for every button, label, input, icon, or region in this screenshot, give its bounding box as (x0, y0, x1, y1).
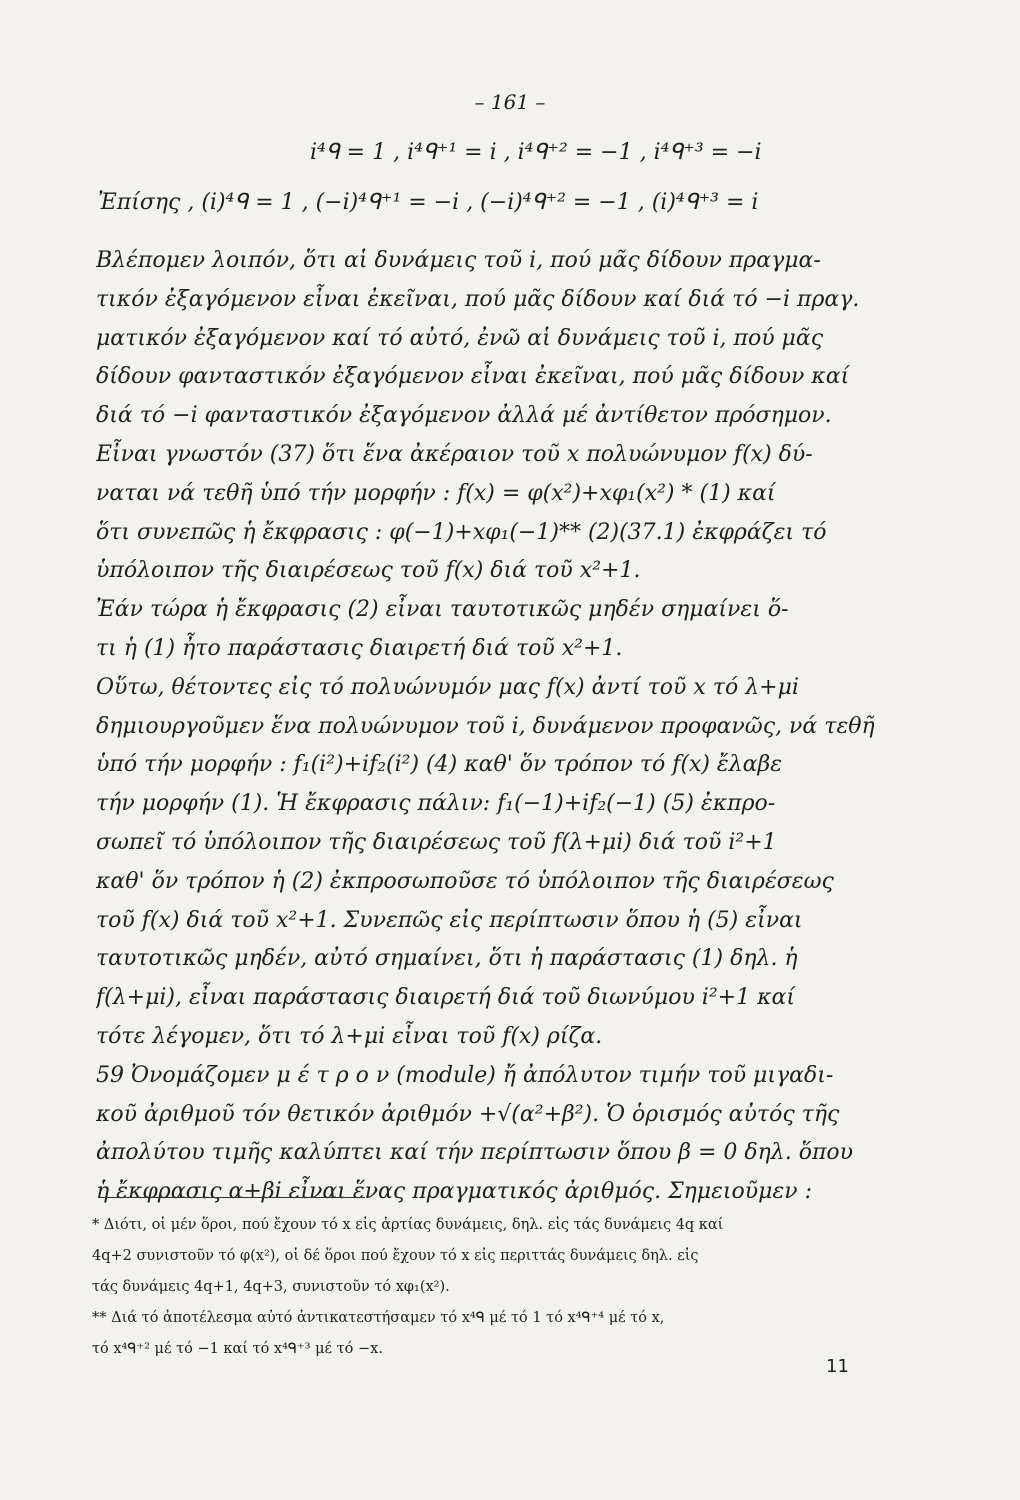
text-line: ὅτι συνεπῶς ἡ ἔκφρασις : φ(−1)+xφ₁(−1)** (2)(37.1) ἐκφράζει τό (96, 519, 827, 545)
text-line: δημιουργοῦμεν ἕνα πολυώνυμον τοῦ i, δυνάμενον προφανῶς, νά τεθῆ (96, 713, 875, 739)
text-line: Ἐάν τώρα ἡ ἔκφρασις (2) εἶναι ταυτοτικῶς μηδέν σημαίνει ὅ- (96, 597, 789, 623)
text-line: κοῦ ἀριθμοῦ τόν θετικόν ἀριθμόν +√(α²+β²). Ὁ ὁρισμός αὐτός τῆς (96, 1101, 840, 1127)
text-line: ταυτοτικῶς μηδέν, αὐτό σημαίνει, ὅτι ἡ παράστασις (1) δηλ. ἡ (96, 946, 798, 972)
text-line: τικόν ἐξαγόμενον εἶναι ἐκεῖναι, πού μᾶς δίδουν καί διά τό −i πραγ. (96, 286, 860, 312)
footnote-divider (100, 1197, 365, 1198)
footnotes (92, 1210, 892, 1365)
text-line: δίδουν φανταστικόν ἐξαγόμενον εἶναι ἐκεῖναι, πού μᾶς δίδουν καί (96, 364, 850, 390)
sheet-marker: 11 (826, 1356, 849, 1377)
footnote-line: ** Διά τό ἀποτέλεσμα αὐτό ἀντικατεστήσαμεν τό x⁴ᑫ μέ τό 1 τό x⁴ᑫ⁺⁴ μέ τό x, (92, 1310, 665, 1326)
footnote-line: τό x⁴ᑫ⁺² μέ τό −1 καί τό x⁴ᑫ⁺³ μέ τό −x. (92, 1341, 383, 1357)
footnote-line: * Διότι, οἱ μέν ὅροι, πού ἔχουν τό x εἰς ἀρτίας δυνάμεις, δηλ. εἰς τάς δυνάμεις 4q καί (92, 1217, 724, 1233)
text-line: τήν μορφήν (1). Ἡ ἔκφρασις πάλιν: f₁(−1)+if₂(−1) (5) ἐκπρο- (96, 791, 776, 817)
body-text (96, 242, 896, 1212)
text-line: f(λ+μi), εἶναι παράστασις διαιρετή διά τοῦ διωνύμου i²+1 καί (96, 985, 795, 1011)
text-line: ὑπό τήν μορφήν : f₁(i²)+if₂(i²) (4) καθ' ὅν τρόπον τό f(x) ἔλαβε (96, 752, 783, 778)
powers-of-i-formula: i⁴ᑫ = 1 , i⁴ᑫ⁺¹ = i , i⁴ᑫ⁺² = −1 , i⁴ᑫ⁺³ = −i (310, 140, 762, 165)
text-line: ναται νά τεθῆ ὑπό τήν μορφήν : f(x) = φ(x²)+xφ₁(x²) * (1) καί (96, 480, 776, 506)
text-line: Οὕτω, θέτοντες εἰς τό πολυώνυμόν μας f(x) ἀντί τοῦ x τό λ+μi (96, 674, 799, 700)
footnote-line: 4q+2 συνιστοῦν τό φ(x²), οἱ δέ ὅροι πού ἔχουν τό x εἰς περιττάς δυνάμεις δηλ. εἰς (92, 1248, 699, 1264)
text-line: σωπεῖ τό ὑπόλοιπον τῆς διαιρέσεως τοῦ f(λ+μi) διά τοῦ i²+1 (96, 829, 777, 855)
text-line: τοῦ f(x) διά τοῦ x²+1. Συνεπῶς εἰς περίπτωσιν ὅπου ἡ (5) εἶναι (96, 907, 803, 933)
text-line: ὑπόλοιπον τῆς διαιρέσεως τοῦ f(x) διά τοῦ x²+1. (96, 558, 641, 584)
text-line: ἡ ἔκφρασις α+βi εἶναι ἕνας πραγματικός ἀριθμός. Σημειοῦμεν : (96, 1179, 813, 1205)
text-line: Εἶναι γνωστόν (37) ὅτι ἕνα ἀκέραιον τοῦ x πολυώνυμον f(x) δύ- (96, 441, 813, 467)
text-line: ἀπολύτου τιμῆς καλύπτει καί τήν περίπτωσιν ὅπου β = 0 δηλ. ὅπου (96, 1140, 854, 1166)
text-line: Βλέπομεν λοιπόν, ὅτι αἱ δυνάμεις τοῦ i, πού μᾶς δίδουν πραγμα- (96, 248, 821, 273)
text-line: τι ἡ (1) ἦτο παράστασις διαιρετή διά τοῦ x²+1. (96, 635, 623, 661)
text-line: διά τό −i φανταστικόν ἐξαγόμενον ἀλλά μέ ἀντίθετον πρόσημον. (96, 403, 832, 429)
footnote-line: τάς δυνάμεις 4q+1, 4q+3, συνιστοῦν τό xφ₁(x²). (92, 1279, 450, 1295)
powers-of-minus-i-formula: Ἐπίσης , (i)⁴ᑫ = 1 , (−i)⁴ᑫ⁺¹ = −i , (−i)⁴ᑫ⁺² = −1 , (i)⁴ᑫ⁺³ = i (98, 190, 759, 215)
page-number: – 161 – (474, 90, 546, 114)
text-line: ματικόν ἐξαγόμενον καί τό αὐτό, ἐνῶ αἱ δυνάμεις τοῦ i, πού μᾶς (96, 325, 824, 351)
text-line: καθ' ὅν τρόπον ἡ (2) ἐκπροσωποῦσε τό ὑπόλοιπον τῆς διαιρέσεως (96, 868, 834, 894)
text-line: τότε λέγομεν, ὅτι τό λ+μi εἶναι τοῦ f(x) ρίζα. (96, 1023, 603, 1049)
text-line: 59 Ὀνομάζομεν μ έ τ ρ ο ν (module) ἤ ἀπόλυτον τιμήν τοῦ μιγαδι- (96, 1062, 834, 1088)
